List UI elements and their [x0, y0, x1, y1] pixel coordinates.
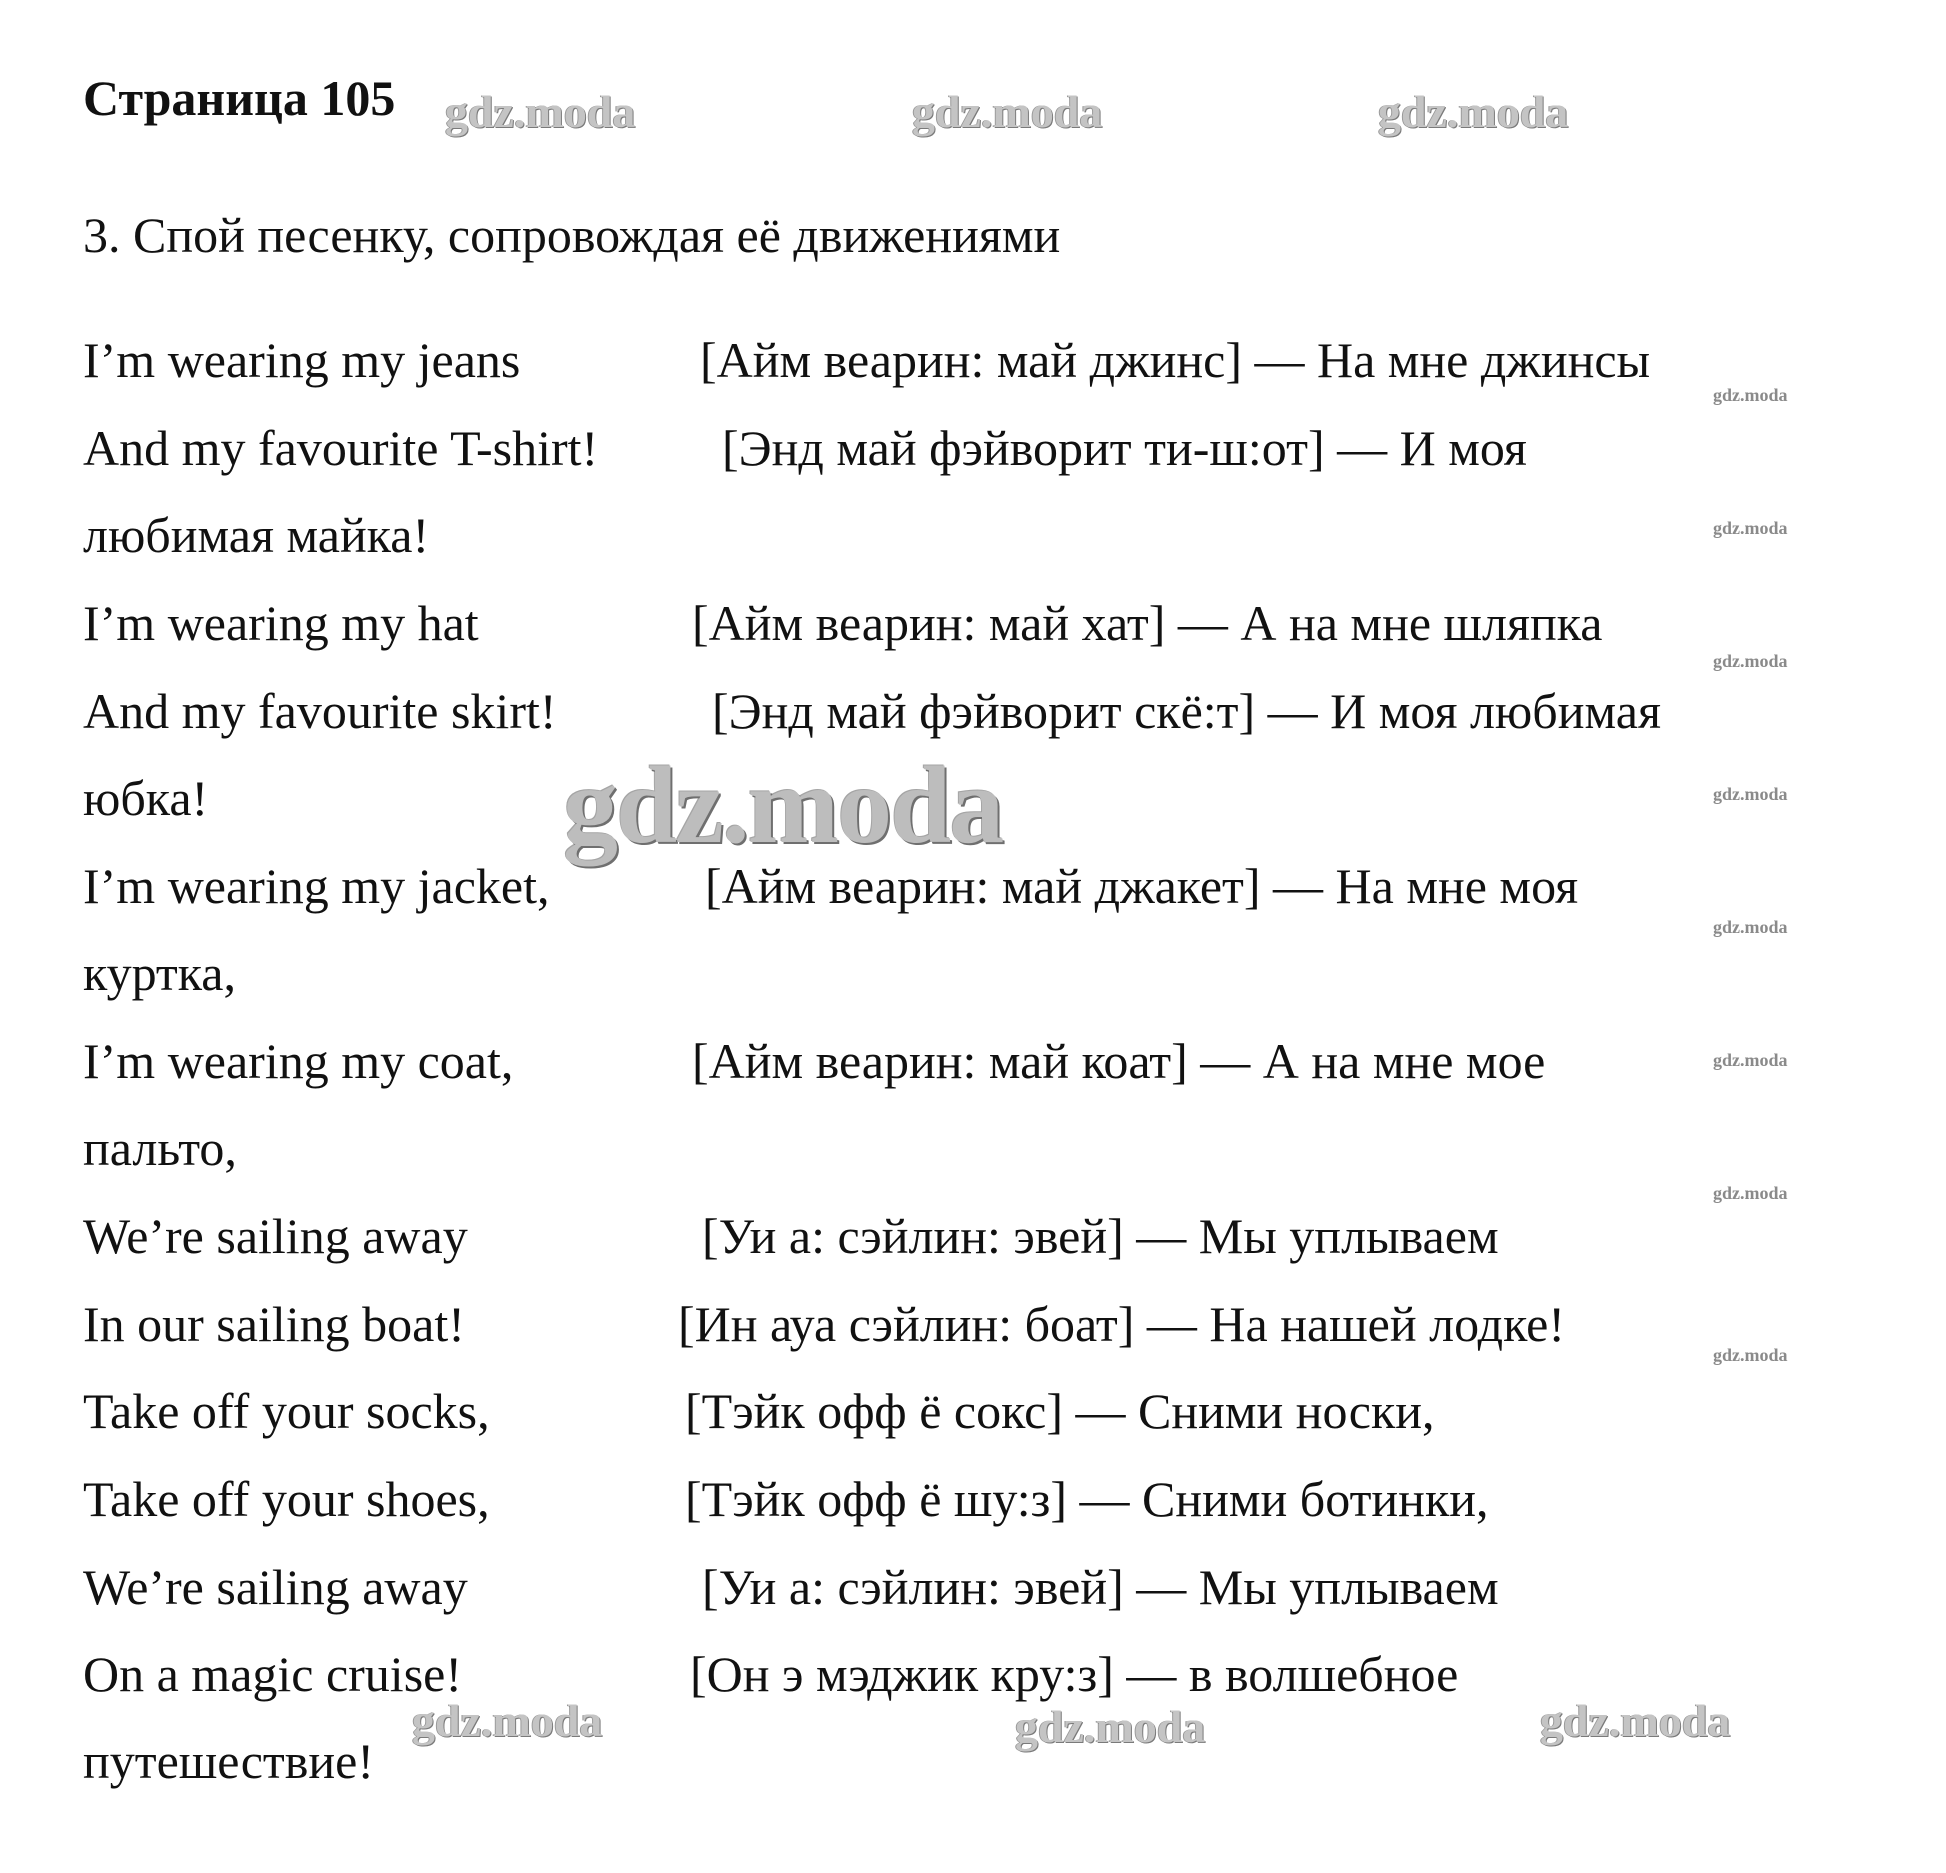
song-line-russian: [Тэйк офф ё сокс] — Сними носки,: [685, 1383, 1435, 1439]
song-line-russian: [Тэйк офф ё шу:з] — Сними ботинки,: [685, 1471, 1489, 1527]
song-line-continuation: путешествие!: [83, 1733, 374, 1789]
song-line-russian: [Уи а: сэйлин: эвей] — Мы уплываем: [702, 1208, 1499, 1264]
song-line-russian: [Айм веарин: май джинс] — На мне джинсы: [700, 332, 1651, 388]
watermark: gdz.moda: [1713, 518, 1788, 538]
song-line-english: And my favourite T-shirt!: [83, 420, 599, 476]
song-line-continuation: любимая майка!: [83, 507, 430, 563]
task-heading: 3. Спой песенку, сопровождая её движениями: [83, 207, 1061, 263]
song-line-russian: [Он э мэджик кру:з] — в волшебное: [690, 1646, 1459, 1702]
watermark: gdz.moda: [1713, 1050, 1788, 1070]
song-line-russian: [Айм веарин: май коат] — А на мне мое: [692, 1033, 1546, 1089]
watermark: gdz.moda: [1713, 917, 1788, 937]
song-line-english: I’m wearing my hat: [83, 595, 479, 651]
watermark: gdz.moda: [1713, 784, 1788, 804]
watermark: gdz.moda: [1015, 1701, 1206, 1752]
watermark: gdz.moda: [1713, 1183, 1788, 1203]
watermark: gdz.moda: [445, 86, 636, 137]
song-line-russian: [Уи а: сэйлин: эвей] — Мы уплываем: [702, 1559, 1499, 1615]
watermark: gdz.moda: [1713, 1345, 1788, 1365]
song-line-english: On a magic cruise!: [83, 1646, 463, 1702]
song-line-english: And my favourite skirt!: [83, 683, 557, 739]
song-line-english: I’m wearing my coat,: [83, 1033, 514, 1089]
song-line-english: I’m wearing my jacket,: [83, 858, 550, 914]
song-line-russian: [Айм веарин: май джакет] — На мне моя: [705, 858, 1579, 914]
watermark: gdz.moda: [412, 1695, 603, 1746]
watermark: gdz.moda: [912, 86, 1103, 137]
song-line-english: I’m wearing my jeans: [83, 332, 521, 388]
song-line-russian: [Энд май фэйворит ти-ш:от] — И моя: [722, 420, 1527, 476]
song-line-russian: [Айм веарин: май хат] — А на мне шляпка: [692, 595, 1603, 651]
watermark-large: gdz.moda: [563, 744, 1003, 866]
song-line-russian: [Энд май фэйворит скё:т] — И моя любимая: [712, 683, 1661, 739]
song-line-continuation: пальто,: [83, 1120, 237, 1176]
song-line-russian: [Ин ауа сэйлин: боат] — На нашей лодке!: [678, 1296, 1565, 1352]
watermark: gdz.moda: [1713, 385, 1788, 405]
watermark: gdz.moda: [1378, 86, 1569, 137]
watermark: gdz.moda: [1540, 1695, 1731, 1746]
song-line-continuation: куртка,: [83, 945, 237, 1001]
watermark: gdz.moda: [1713, 651, 1788, 671]
song-line-english: We’re sailing away: [83, 1559, 468, 1615]
song-line-english: In our sailing boat!: [83, 1296, 465, 1352]
page-title: Страница 105: [83, 70, 396, 126]
song-line-english: Take off your socks,: [83, 1383, 490, 1439]
song-line-continuation: юбка!: [83, 770, 209, 826]
song-line-english: We’re sailing away: [83, 1208, 468, 1264]
song-line-english: Take off your shoes,: [83, 1471, 490, 1527]
